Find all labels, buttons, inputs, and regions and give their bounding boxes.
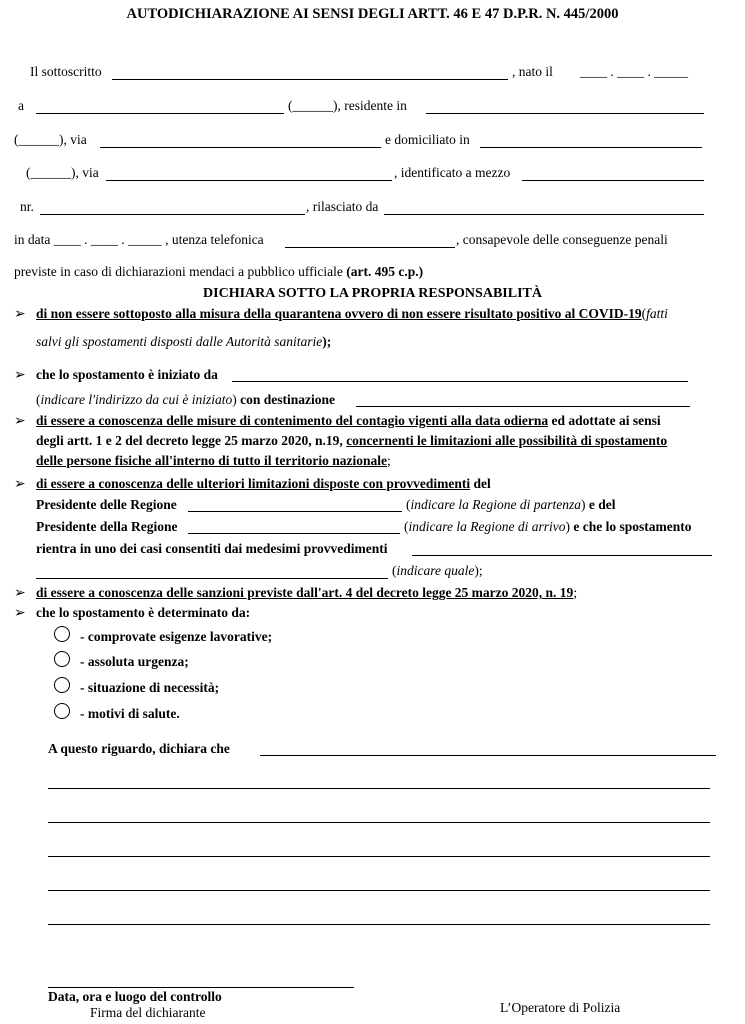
field-via-residenza[interactable] [100,147,381,148]
label-rilasciato: , rilasciato da [306,199,379,214]
label-domiciliato: e domiciliato in [385,132,470,147]
footer-data-ora: Data, ora e luogo del controllo [48,989,222,1004]
field-regione-arrivo[interactable] [188,533,400,534]
bullet4-quale [392,563,483,579]
field-rilasciato[interactable] [384,214,704,215]
option-urgenza-checkbox[interactable] [54,651,70,667]
text-previste-main: previste in caso di dichiarazioni mendaci a pubblico ufficiale [14,264,343,279]
label-nr: nr. [20,199,34,214]
label-consapevole: , consapevole delle conseguenze penali [456,232,668,247]
field-dichiarazione-3[interactable] [48,822,710,823]
bullet4-partenza [406,497,615,513]
bullet1-italic-part2: salvi gli spostamenti disposti dalle Autorità sanitarie [36,334,323,349]
label-in-data: in data ____ . ____ . _____ , utenza telefonica [14,232,264,247]
bullet1-line1 [36,306,668,322]
bullet2-indicate-italic: indicare l'indirizzo da cui è iniziato [40,392,233,407]
label-residente: (______), residente in [288,98,407,113]
field-dichiarazione-6[interactable] [48,924,710,925]
bullet2-destinazione: con destinazione [240,392,336,407]
bullet4-line1 [36,476,491,492]
bullet1-close: ); [322,334,332,349]
bullet4-line1-end: del [470,476,491,491]
option-salute-checkbox[interactable] [54,703,70,719]
bullet2-indicate-line [36,392,335,408]
label-nato-il: , nato il [512,64,553,79]
quale-open: ( [392,563,397,578]
field-regione-partenza[interactable] [188,511,402,512]
footer-operatore: L’Operatore di Polizia [500,1000,621,1015]
field-data-nascita[interactable]: ____ . ____ . _____ [580,64,688,79]
field-firma[interactable] [48,987,354,988]
label-a: a [18,98,24,113]
partenza-italic: indicare la Regione di partenza [410,497,581,512]
document-title: AUTODICHIARAZIONE AI SENSI DEGLI ARTT. 46 E 47 D.P.R. N. 445/2000 [126,6,619,22]
option-lavoro-label: - comprovate esigenze lavorative; [80,629,273,644]
bullet2-indicate-close: ) [232,392,237,407]
bullet4-presidente2: Presidente della Regione [36,519,178,534]
bullet2-indicate-open: ( [36,392,41,407]
partenza-open: ( [406,497,411,512]
label-sottoscritto: Il sottoscritto [30,64,102,79]
arrivo-rientra: e che lo spostamento [569,519,692,534]
bullet3-line2-u: concernenti le limitazioni alle possibilità di spostamento [346,433,668,448]
dichiara-heading: DICHIARA SOTTO LA PROPRIA RESPONSABILITÀ [203,286,542,301]
bullet4-line1-u: di essere a conoscenza delle ulteriori limitazioni disposte con provvedimenti [36,476,471,491]
field-documento[interactable] [522,180,704,181]
text-previste [14,264,423,280]
field-dichiarazione-5[interactable] [48,890,710,891]
arrivo-italic: indicare la Regione di arrivo [408,519,566,534]
bullet3-line3-end: ; [386,453,391,468]
field-spostamento-inizio[interactable] [232,381,688,382]
field-telefono[interactable] [285,247,455,248]
partenza-e-del: e del [585,497,616,512]
quale-close: ); [474,563,483,578]
arrow-bullet-icon: ➢ [14,477,26,492]
field-luogo-nascita[interactable] [36,113,284,114]
field-residenza[interactable] [426,113,704,114]
bullet1-paren: ( [641,306,647,321]
arrow-bullet-icon: ➢ [14,586,26,601]
option-necessita-label: - situazione di necessità; [80,680,220,695]
arrow-bullet-icon: ➢ [14,606,26,621]
bullet5-end: ; [573,585,578,600]
quale-italic: indicare quale [396,563,475,578]
field-provvedimento[interactable] [412,555,712,556]
field-dichiarazione-2[interactable] [48,788,710,789]
bullet5 [36,585,577,601]
field-via-domicilio[interactable] [106,180,392,181]
bullet3-line3 [36,453,391,469]
option-urgenza-label: - assoluta urgenza; [80,654,189,669]
arrow-bullet-icon: ➢ [14,414,26,429]
bullet3-line1-rest: ed adottate ai sensi [548,413,661,428]
label-via-2: (______), via [26,165,99,180]
bullet1-line2 [36,334,331,350]
bullet6-text: che lo spostamento è determinato da: [36,605,251,620]
arrow-bullet-icon: ➢ [14,368,26,383]
bullet1-italic-part1: fatti [646,306,668,321]
partenza-close: ) [580,497,586,512]
field-destinazione[interactable] [356,406,690,407]
bullet4-rientra2: rientra in uno dei casi consentiti dai medesimi provvedimenti [36,541,388,556]
field-numero-documento[interactable] [40,214,305,215]
bullet3-line2-plain: degli artt. 1 e 2 del decreto legge 25 marzo 2020, n.19, [36,433,347,448]
bullet3-line2 [36,433,667,449]
field-nome[interactable] [112,79,508,80]
label-identificato: , identificato a mezzo [394,165,511,180]
field-dichiarazione-1[interactable] [260,755,716,756]
arrivo-close: ) [565,519,570,534]
bullet5-text: di essere a conoscenza delle sanzioni previste dall'art. 4 del decreto legge 25 marzo 2020, n. 19 [36,585,574,600]
bullet3-line1 [36,413,661,429]
bullet4-arrivo [404,519,691,535]
arrow-bullet-icon: ➢ [14,307,26,322]
bullet1-main: di non essere sottoposto alla misura della quarantena ovvero di non essere risultato positivo al COVID-19 [36,306,642,321]
label-via: (______), via [14,132,87,147]
option-necessita-checkbox[interactable] [54,677,70,693]
footer-firma: Firma del dichiarante [90,1005,206,1020]
text-art-495: (art. 495 c.p.) [346,264,424,279]
field-domicilio[interactable] [480,147,702,148]
field-dichiarazione-4[interactable] [48,856,710,857]
option-salute-label: - motivi di salute. [80,706,180,721]
bullet3-line1-u: di essere a conoscenza delle misure di contenimento del contagio vigenti alla data odierna [36,413,549,428]
field-provvedimento-quale[interactable] [36,578,388,579]
bullet3-line3-u: delle persone fisiche all'interno di tutto il territorio nazionale [36,453,387,468]
option-lavoro-checkbox[interactable] [54,626,70,642]
riguardo-label: A questo riguardo, dichiara che [48,741,230,756]
arrivo-open: ( [404,519,409,534]
bullet4-presidente1: Presidente delle Regione [36,497,177,512]
bullet2-text: che lo spostamento è iniziato da [36,367,218,382]
